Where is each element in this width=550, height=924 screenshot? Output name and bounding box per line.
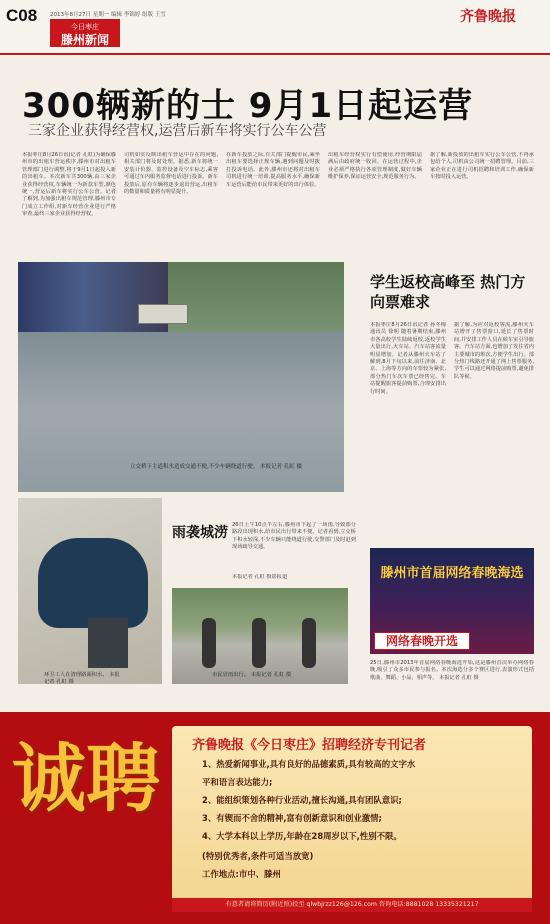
ad-line: 1、热爱新闻事业,具有良好的品德素质,具有较高的文字水 (202, 759, 416, 769)
worker-legs (88, 618, 128, 668)
pedestrian-figure (302, 618, 316, 668)
story2-headline[interactable]: 学生返校高峰至 热门方向票难求 (370, 273, 526, 311)
photo1-caption: 立交桥下主道积水造成交通不便,不少车辆绕道行驶。 本报记者 孔虹 摄 (130, 464, 302, 470)
sanitation-worker-photo[interactable] (18, 498, 162, 684)
ad-line: 2、能组织策划各种行业活动,擅长沟通,具有团队意识; (202, 795, 402, 805)
pedestrian-figure (252, 618, 266, 668)
story2-column-2: 据了解,为应对返校客流,滕州火车站增开了售票窗口,延长了售票时间,并安排工作人员在候车室引导旅客。汽车站方面,也增加了发往省内主要城市的班次,方便学生出行。部分热门线路还开通了网上售票服务,学生可以通过网络提前购票,避免排队等候。 (454, 322, 534, 380)
photo3-caption: 市民冒雨出行。 本报记者 孔虹 摄 (212, 672, 292, 678)
gala-banner-title: 滕州市首届网络春晚海选 (380, 566, 524, 581)
photo2-caption: 环卫工人在清理路面积水。 本报记者 孔虹 摄 (44, 672, 120, 685)
story3-headline[interactable]: 雨袭城涝 (172, 525, 228, 541)
issue-meta: 2013年8月27日 星期一 编辑 李锦婷 组版 王雪 (50, 12, 166, 18)
tree-line (168, 262, 344, 332)
lead-column-1: 本报枣庄8月26日讯(记者 孔虹)为确保滕州市的出租车营运秩序,滕州市对出租车管理部门进行调整,将于9月1日起投入新的出租车。本次新车共300辆,由三家企业获得经营权,车辆统一为新款车型,颜色统一,营运后新车将实行公车公营。记者了解到,为加强出租车规范管理,滕州市专门成立工作组,对新车经营企业进行严格审查,最终三家企业获得经营权。 (22, 152, 116, 218)
page-header (0, 0, 550, 54)
story4-text: 25日,滕州市2013年首届网络春晚海选开始,这是滕州首次举办网络春晚,吸引了众多市民参与报名。本次海选分多个赛区进行,表演形式包括歌曲、舞蹈、小品、相声等。 本报记者 孔虹 摄 (370, 660, 534, 681)
ad-line: 平和语言表达能力; (202, 777, 273, 787)
lead-subhead: 三家企业获得经营权,运营后新车将实行公车公营 (28, 123, 327, 139)
story3-text: 26日上午10点半左右,滕州市下起了一场雨,导致部分路段出现积水,给市民出行带来不便。记者看到,立交桥下积水较深,不少车辆只能绕道行驶,交警部门及时赶到现场疏导交通。 (232, 522, 356, 551)
ad-line: (特别优秀者,条件可适当放宽) (202, 851, 314, 861)
gala-badge: 网络春晚开选 (374, 632, 470, 650)
bus-shape (138, 304, 188, 324)
ad-line: 4、大学本科以上学历,年龄在28周岁以下,性别不限。 (202, 831, 402, 841)
online-gala-photo[interactable] (370, 548, 534, 654)
ad-contact-footer[interactable]: 有意者请将简历(附近照)投至 qlwbjrzz126@126.com 咨询电话:8881028 13335321217 (172, 898, 532, 912)
story2-column-1: 本报枣庄8月26日讯记者 孙冬梅 通讯员 徐明 随着暑期结束,滕州市各高校学生陆续返校,返校学生大量出行,火车站、汽车站客流量明显增加。记者从滕州火车站了解到,8月下旬以来,前往济南、北京、上海等方向的车票较为紧张,部分热门车次车票已经售完。车站提醒旅客提前购票,合理安排出行时间。 (370, 322, 446, 395)
recruitment-ad[interactable] (0, 712, 550, 924)
section-main-label: 滕州新闻 (60, 33, 109, 47)
newspaper-logo: 齐鲁晚报 (460, 9, 516, 25)
ad-line: 3、有锲而不舍的精神,富有创新意识和创业激情; (202, 813, 382, 823)
worker-figure (38, 538, 148, 628)
ad-title: 齐鲁晚报《今日枣庄》招聘经济专刊记者 (192, 738, 427, 753)
street-pedestrians-photo[interactable] (172, 588, 348, 684)
flooded-road-photo[interactable] (18, 262, 344, 492)
ad-content-box (172, 726, 532, 912)
pedestrian-figure (202, 618, 216, 668)
lead-column-4: 出租车经营权实行有偿使用,经营期限届满后由政府统一收回。在运营过程中,企业必须严格执行各项管理制度,做好车辆维护保养,保证运营安全,规范服务行为。 (328, 152, 422, 181)
story3-byline: 本报记者 孔虹 摄影报道 (232, 574, 288, 580)
ad-big-text: 诚聘 (12, 736, 160, 822)
ad-line: 工作地点:市中、滕州 (202, 869, 281, 879)
lead-column-5: 据了解,新投放的出租车实行公车公营,不再承包给个人,司机由公司统一招聘管理。目前,三家企业正在进行司机招聘和培训工作,确保新车按时投入运营。 (430, 152, 534, 181)
lead-column-3: 在新车投放之际,有关部门提醒市民,乘坐出租车要选择正规车辆,遇到问题及时拨打投诉电话。此外,滕州市还将对出租车司机进行统一培训,提高服务水平,确保新车运营后能给市民带来更好的出行体验。 (226, 152, 320, 188)
lead-column-2: 司机如实反映出租车营运中存在的问题,相关部门将及时处理。据悉,新车将统一安装计价器、监控设备及空车标志,乘客可通过车内服务监督电话进行投诉。新车投放后,原有车辆将逐步退出营运,出租车的数量和质量将有明显提升。 (124, 152, 218, 196)
page-number: C08 (6, 6, 38, 25)
section-sub-label: 今日枣庄 (71, 23, 99, 31)
section-badge[interactable] (50, 19, 120, 47)
header-rule (0, 53, 550, 55)
lead-headline[interactable]: 300辆新的士 9月1日起运营 (22, 86, 474, 126)
